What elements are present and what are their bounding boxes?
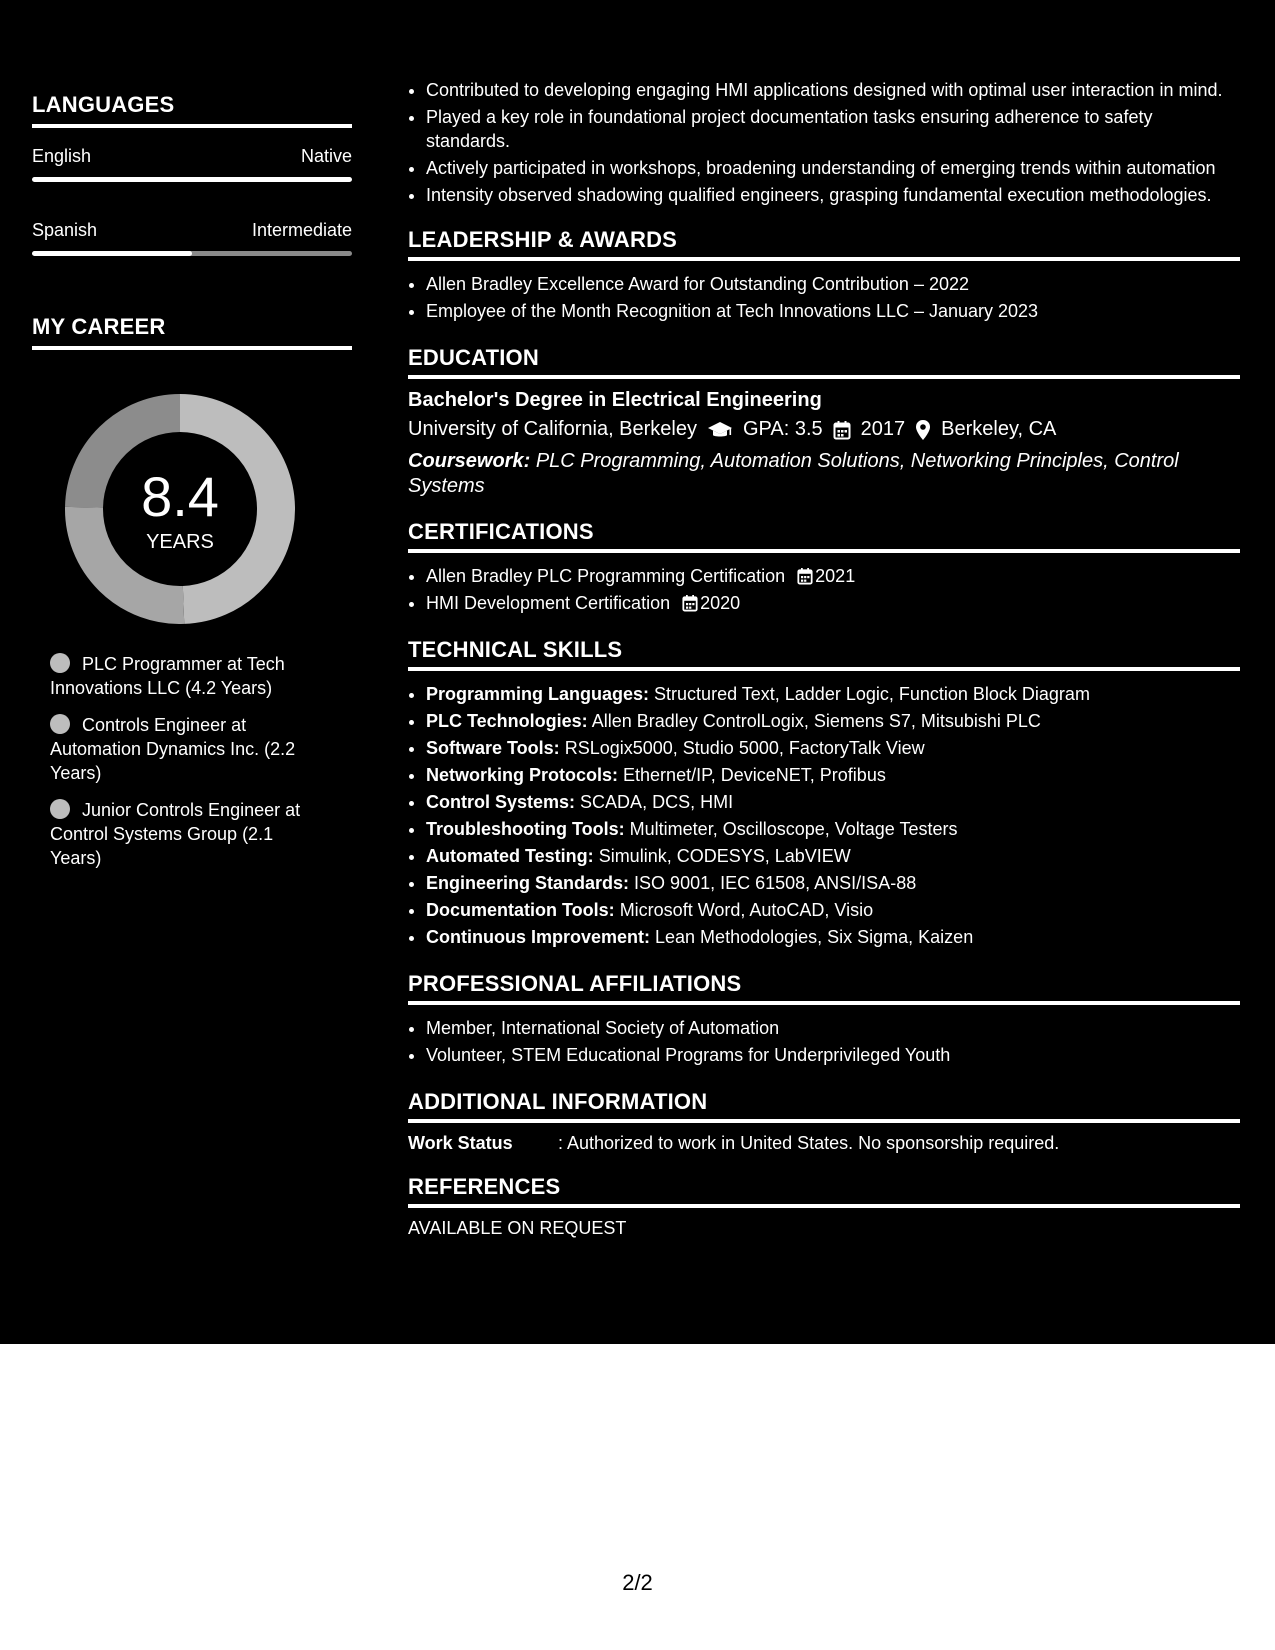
skill-value: Structured Text, Ladder Logic, Function Block Diagram <box>654 684 1090 704</box>
certifications-section <box>408 519 1240 617</box>
career-list <box>50 652 320 870</box>
skill-value: Lean Methodologies, Six Sigma, Kaizen <box>655 927 974 947</box>
experience-bullet: • Played a key role in foundational project documentation tasks ensuring adherence to safety standards. <box>426 105 1240 153</box>
language-proficiency-fill <box>32 251 192 256</box>
experience-bullet: • Contributed to developing engaging HMI applications designed with optimal user interaction in mind. <box>426 78 1240 102</box>
experience-bullet: • Intensity observed shadowing qualified engineers, grasping fundamental execution methodologies. <box>426 183 1240 207</box>
career-entry <box>50 713 320 785</box>
skill-label: Programming Languages: <box>426 684 650 704</box>
career-entry-label: Controls Engineer at Automation Dynamics Inc. (2.2 Years) <box>50 715 296 783</box>
donut-center <box>65 394 295 624</box>
skill-label: Software Tools: <box>426 738 560 758</box>
skill-item <box>426 870 1240 897</box>
work-status-value: : Authorized to work in United States. No sponsorship required. <box>558 1133 1060 1153</box>
skill-item <box>426 816 1240 843</box>
school-location: Berkeley, CA <box>941 418 1057 440</box>
main-content <box>408 78 1240 1239</box>
references-text: AVAILABLE ON REQUEST <box>408 1218 627 1238</box>
calendar-icon <box>682 594 698 612</box>
career-donut-chart <box>65 394 295 624</box>
language-level: Intermediate <box>251 220 352 240</box>
career-entry-label: PLC Programmer at Tech Innovations LLC (4.2 Years) <box>50 654 285 698</box>
skill-label: Networking Protocols: <box>426 765 619 785</box>
language-row <box>32 146 352 167</box>
experience-bullets <box>408 78 1240 207</box>
skill-item <box>426 924 1240 951</box>
career-entry-label: Junior Controls Engineer at Control Systems Group (2.1 Years) <box>50 800 301 868</box>
skill-value: Allen Bradley ControlLogix, Siemens S7, Mitsubishi PLC <box>591 711 1041 731</box>
certification-name: Allen Bradley PLC Programming Certification <box>426 566 786 586</box>
skill-item <box>426 708 1240 735</box>
work-status-row <box>408 1133 1240 1154</box>
languages-section <box>32 92 352 256</box>
calendar-icon <box>833 420 851 440</box>
references-section <box>408 1174 1240 1239</box>
affiliation-item: • Member, International Society of Automation <box>426 1015 1240 1042</box>
certification-year: 2020 <box>700 593 741 613</box>
language-level: Native <box>300 146 352 166</box>
career-entry <box>50 798 320 870</box>
affiliations-list <box>408 1015 1240 1069</box>
degree-title: Bachelor's Degree in Electrical Engineering <box>408 389 822 411</box>
certification-name: HMI Development Certification <box>426 593 671 613</box>
language-name: English <box>32 146 92 166</box>
skill-item <box>426 762 1240 789</box>
sidebar <box>32 92 352 883</box>
coursework-label: Coursework: <box>408 450 531 472</box>
career-heading: MY CAREER <box>32 314 352 350</box>
additional-info-section <box>408 1089 1240 1154</box>
certification-item <box>426 563 1240 590</box>
certifications-list <box>408 563 1240 617</box>
skill-item <box>426 681 1240 708</box>
award-item: • Allen Bradley Excellence Award for Outstanding Contribution – 2022 <box>426 271 1240 298</box>
education-heading: EDUCATION <box>408 345 1240 379</box>
skills-heading: TECHNICAL SKILLS <box>408 637 1240 671</box>
skills-list <box>408 681 1240 951</box>
career-entry <box>50 652 320 700</box>
certifications-heading: CERTIFICATIONS <box>408 519 1240 553</box>
coursework-list: PLC Programming, Automation Solutions, Networking Principles, Control Systems <box>408 450 1179 497</box>
skill-value: ISO 9001, IEC 61508, ANSI/ISA-88 <box>634 873 917 893</box>
skill-value: Simulink, CODESYS, LabVIEW <box>598 846 851 866</box>
affiliations-heading: PROFESSIONAL AFFILIATIONS <box>408 971 1240 1005</box>
skill-item <box>426 897 1240 924</box>
skill-label: PLC Technologies: <box>426 711 588 731</box>
skill-item <box>426 789 1240 816</box>
gpa: GPA: 3.5 <box>743 418 823 440</box>
language-proficiency-fill <box>32 177 352 182</box>
affiliations-section <box>408 971 1240 1069</box>
skill-value: Multimeter, Oscilloscope, Voltage Testers <box>629 819 958 839</box>
skill-label: Automated Testing: <box>426 846 594 866</box>
graduation-year: 2017 <box>860 418 906 440</box>
skill-value: Microsoft Word, AutoCAD, Visio <box>619 900 874 920</box>
education-meta <box>408 418 1240 441</box>
graduation-cap-icon <box>707 420 733 440</box>
references-heading: REFERENCES <box>408 1174 1240 1208</box>
award-item: • Employee of the Month Recognition at Tech Innovations LLC – January 2023 <box>426 298 1240 325</box>
certification-year: 2021 <box>815 566 856 586</box>
languages-heading: LANGUAGES <box>32 92 352 128</box>
leadership-list <box>408 271 1240 325</box>
skill-label: Engineering Standards: <box>426 873 630 893</box>
skills-section <box>408 637 1240 951</box>
skill-label: Control Systems: <box>426 792 576 812</box>
career-total-years: 8.4 <box>141 464 219 528</box>
language-proficiency-bar <box>32 251 352 256</box>
language-row <box>32 220 352 241</box>
career-section <box>32 314 352 870</box>
skill-item <box>426 735 1240 762</box>
education-section <box>408 345 1240 499</box>
skill-value: SCADA, DCS, HMI <box>580 792 734 812</box>
certification-item <box>426 590 1240 617</box>
experience-bullet: • Actively participated in workshops, broadening understanding of emerging trends within automation <box>426 156 1240 180</box>
bullet-dot-icon <box>50 799 70 819</box>
leadership-heading: LEADERSHIP & AWARDS <box>408 227 1240 261</box>
additional-info-heading: ADDITIONAL INFORMATION <box>408 1089 1240 1123</box>
calendar-icon <box>797 567 813 585</box>
school-name: University of California, Berkeley <box>408 418 697 440</box>
skill-value: RSLogix5000, Studio 5000, FactoryTalk View <box>564 738 925 758</box>
skill-label: Continuous Improvement: <box>426 927 650 947</box>
skill-value: Ethernet/IP, DeviceNET, Profibus <box>623 765 886 785</box>
language-name: Spanish <box>32 220 98 240</box>
coursework <box>408 449 1240 499</box>
work-status-label: Work Status <box>408 1133 513 1153</box>
bullet-dot-icon <box>50 653 70 673</box>
leadership-section <box>408 227 1240 325</box>
location-pin-icon <box>915 419 931 441</box>
skill-item <box>426 843 1240 870</box>
page-number: 2/2 <box>622 1570 653 1595</box>
affiliation-item: • Volunteer, STEM Educational Programs for Underprivileged Youth <box>426 1042 1240 1069</box>
language-proficiency-bar <box>32 177 352 182</box>
career-total-unit: YEARS <box>146 530 214 553</box>
bullet-dot-icon <box>50 714 70 734</box>
skill-label: Troubleshooting Tools: <box>426 819 625 839</box>
skill-label: Documentation Tools: <box>426 900 615 920</box>
